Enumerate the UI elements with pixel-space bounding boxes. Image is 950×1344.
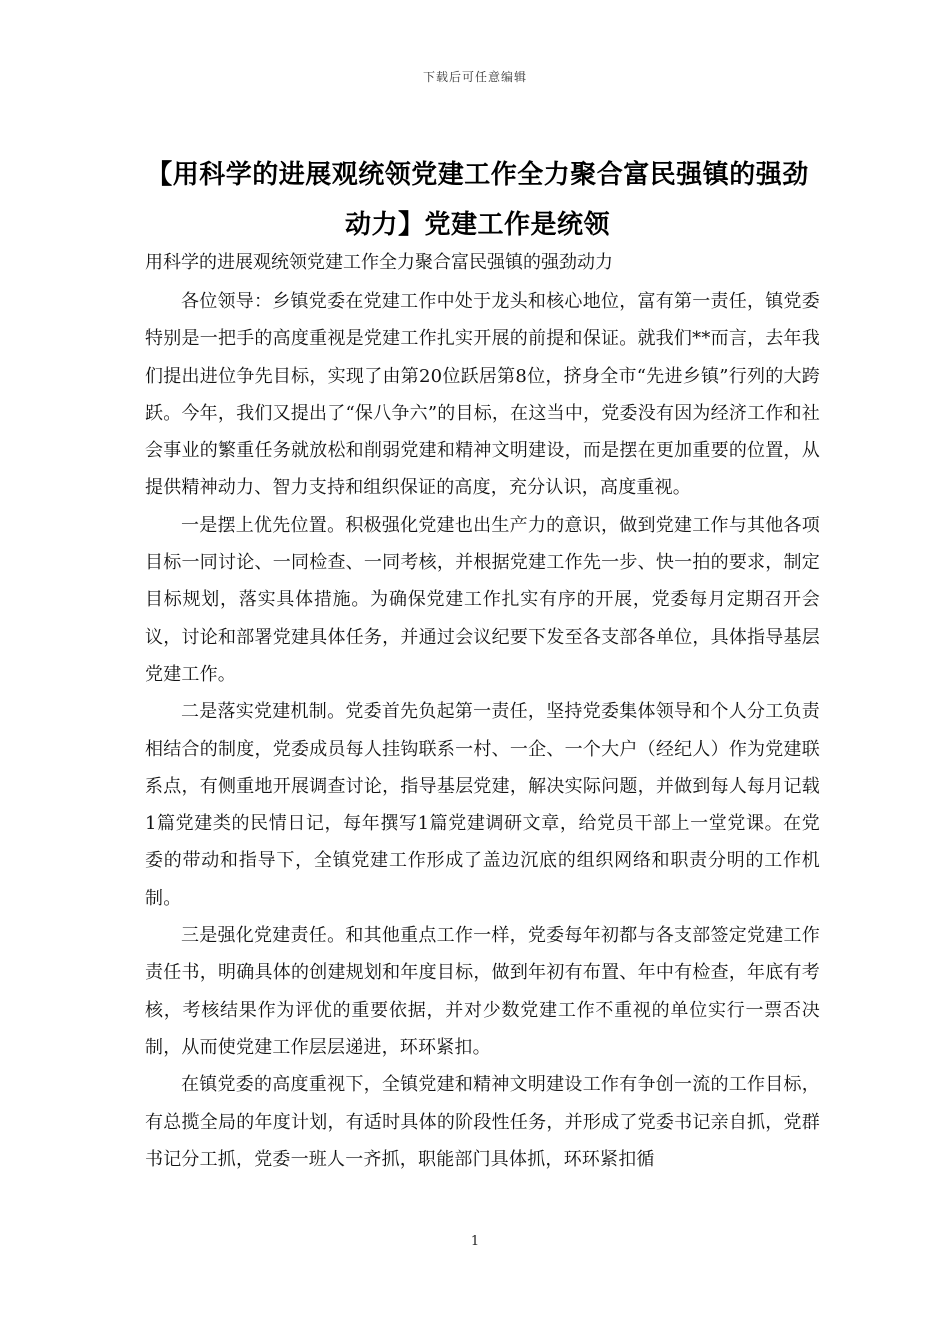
paragraph-greeting: 各位领导：乡镇党委在党建工作中处于龙头和核心地位，富有第一责任，镇党委特别是一把手的高度重视是党建工作扎实开展的前提和保证。就我们**而言，去年我们提出进位争先目标，实现了由第20位跃居第8位，挤身全市“先进乡镇”行列的大跨跃。今年，我们又提出了“保八争六”的目标，在这当中，党委没有因为经济工作和社会事业的繁重任务就放松和削弱党建和精神文明建设，而是摆在更加重要的位置，从提供精神动力、智力支持和组织保证的高度，充分认识，高度重视。 [145, 291, 820, 499]
header-note: 下载后可任意编辑 [422, 70, 527, 84]
document-title: 【用科学的进展观统领党建工作全力聚合富民强镇的强劲动力】党建工作是统领 [146, 160, 809, 240]
paragraph-responsibility: 三是强化党建责任。和其他重点工作一样，党委每年初都与各支部签定党建工作责任书，明确具体的创建规划和年度目标，做到年初有布置、年中有检查，年底有考核，考核结果作为评优的重要依据，并对少数党建工作不重视的单位实行一票否决制，从而使党建工作层层递进，环环紧扣。 [145, 925, 820, 1058]
page-number: 1 [470, 1234, 480, 1249]
paragraph-summary: 在镇党委的高度重视下，全镇党建和精神文明建设工作有争创一流的工作目标，有总揽全局的年度计划，有适时具体的阶段性任务，并形成了党委书记亲自抓，党群书记分工抓，党委一班人一齐抓，职能部门具体抓，环环紧扣循 [145, 1074, 820, 1170]
paragraph-priority: 一是摆上优先位置。积极强化党建也出生产力的意识，做到党建工作与其他各项目标一同讨论、一同检查、一同考核，并根据党建工作先一步、快一拍的要求，制定目标规划，落实具体措施。为确保党建工作扎实有序的开展，党委每月定期召开会议，讨论和部署党建具体任务，并通过会议纪要下发至各支部各单位，具体指导基层党建工作。 [145, 514, 820, 685]
document-body [145, 283, 820, 1178]
paragraph-mechanism: 二是落实党建机制。党委首先负起第一责任，坚持党委集体领导和个人分工负责相结合的制度，党委成员每人挂钩联系一村、一企、一个大户（经纪人）作为党建联系点，有侧重地开展调查讨论，指导基层党建，解决实际问题，并做到每人每月记载1篇党建类的民情日记，每年撰写1篇党建调研文章，给党员干部上一堂党课。在党委的带动和指导下，全镇党建工作形成了盖边沉底的组织网络和职责分明的工作机制。 [145, 701, 820, 909]
document-subtitle: 用科学的进展观统领党建工作全力聚合富民强镇的强劲动力 [145, 252, 613, 273]
